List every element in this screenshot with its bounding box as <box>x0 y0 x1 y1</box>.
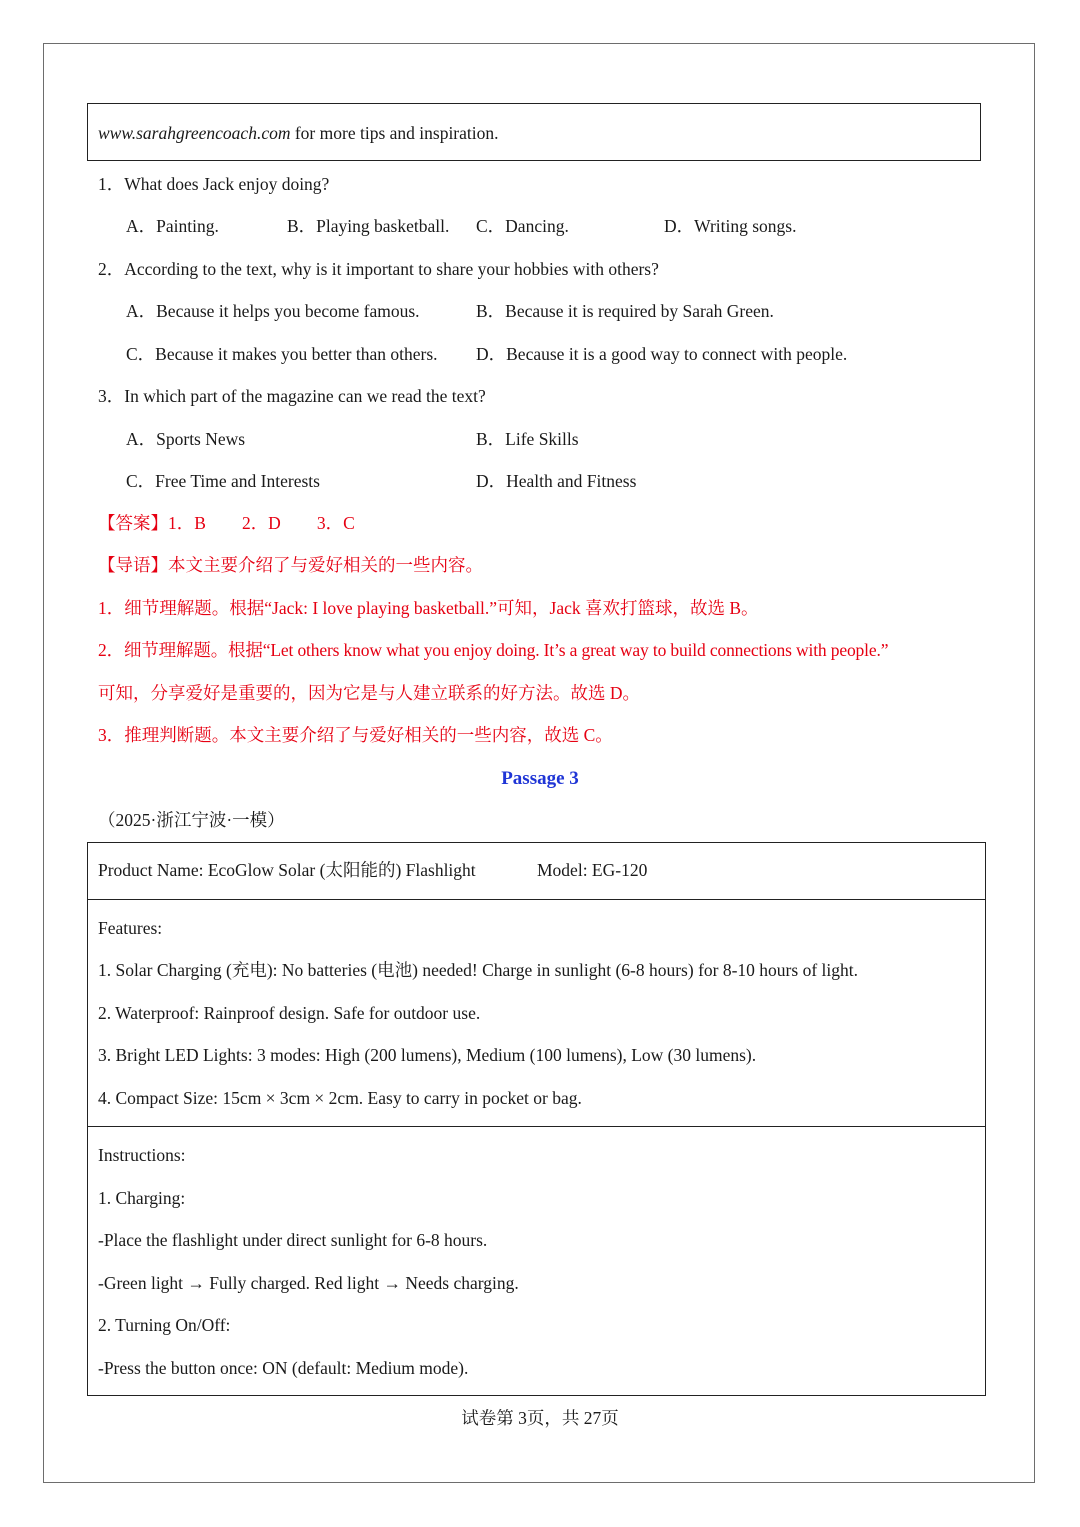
explanation-2-cont: 可知，分享爱好是重要的，因为它是与人建立联系的好方法。故选 D。 <box>98 683 641 703</box>
question-1-option-c: C．Dancing. <box>476 216 569 236</box>
answer-2: 2．D <box>241 513 281 533</box>
question-1-option-d: D．Writing songs. <box>664 216 797 236</box>
answer-1: 1．B <box>168 513 206 533</box>
product-model: Model: EG-120 <box>537 860 648 880</box>
feature-item: 2. Waterproof: Rainproof design. Safe for outdoor use. <box>98 1003 481 1023</box>
instruction-item: -Green light → Fully charged. Red light → Needs charging. <box>98 1273 519 1293</box>
source-line: （2025·浙江宁波·一模） <box>98 810 285 830</box>
explanation-1: 1．细节理解题。根据“Jack: I love playing basketball.”可知，Jack 喜欢打篮球，故选 B。 <box>98 598 759 618</box>
answer-label: 【答案】 <box>98 513 168 533</box>
answer-line <box>98 511 355 535</box>
passage-2-tail-line <box>98 121 499 145</box>
question-2-option-b: B．Because it is required by Sarah Green. <box>476 301 774 321</box>
passage-title: Passage 3 <box>501 768 579 789</box>
question-3-option-a: A．Sports News <box>126 429 246 449</box>
question-2-option-c: C．Because it makes you better than others. <box>126 344 438 364</box>
feature-item: 1. Solar Charging (充电): No batteries (电池) needed! Charge in sunlight (6-8 hours) for 8-10 hours of light. <box>98 960 858 980</box>
question-2-option-d: D．Because it is a good way to connect with people. <box>476 344 848 364</box>
question-2-option-a: A．Because it helps you become famous. <box>126 301 420 321</box>
explanation-3: 3．推理判断题。本文主要介绍了与爱好相关的一些内容，故选 C。 <box>98 725 613 745</box>
question-3-stem: 3．In which part of the magazine can we read the text? <box>98 386 486 406</box>
answer-3: 3．C <box>316 513 355 533</box>
question-1-option-a: A．Painting. <box>126 216 219 236</box>
page-footer: 试卷第 3页，共 27页 <box>461 1408 619 1428</box>
question-1-option-b: B．Playing basketball. <box>287 216 450 236</box>
explanation-2: 2．细节理解题。根据“Let others know what you enjoy doing. It’s a great way to build connections with people.” <box>98 640 889 660</box>
instruction-item: 1. Charging: <box>98 1188 186 1208</box>
features-heading: Features: <box>98 918 163 938</box>
question-3-option-d: D．Health and Fitness <box>476 471 637 491</box>
table-divider-1 <box>88 899 986 900</box>
feature-item: 4. Compact Size: 15cm × 3cm × 2cm. Easy to carry in pocket or bag. <box>98 1088 582 1108</box>
instruction-item: -Place the flashlight under direct sunlight for 6-8 hours. <box>98 1230 488 1250</box>
instruction-item: 2. Turning On/Off: <box>98 1315 231 1335</box>
question-3-option-b: B．Life Skills <box>476 429 579 449</box>
question-3-option-c: C．Free Time and Interests <box>126 471 320 491</box>
question-1-stem: 1．What does Jack enjoy doing? <box>98 174 330 194</box>
website-link[interactable]: www.sarahgreencoach.com <box>98 123 291 143</box>
website-tail-text: for more tips and inspiration. <box>290 123 499 143</box>
feature-item: 3. Bright LED Lights: 3 modes: High (200 lumens), Medium (100 lumens), Low (30 lumens). <box>98 1045 757 1065</box>
instructions-heading: Instructions: <box>98 1145 186 1165</box>
product-name: Product Name: EcoGlow Solar (太阳能的) Flashlight <box>98 860 476 880</box>
question-2-stem: 2．According to the text, why is it important to share your hobbies with others? <box>98 259 659 279</box>
instruction-item: -Press the button once: ON (default: Medium mode). <box>98 1358 469 1378</box>
guide-line: 【导语】本文主要介绍了与爱好相关的一些内容。 <box>98 555 483 575</box>
table-divider-2 <box>88 1126 986 1127</box>
